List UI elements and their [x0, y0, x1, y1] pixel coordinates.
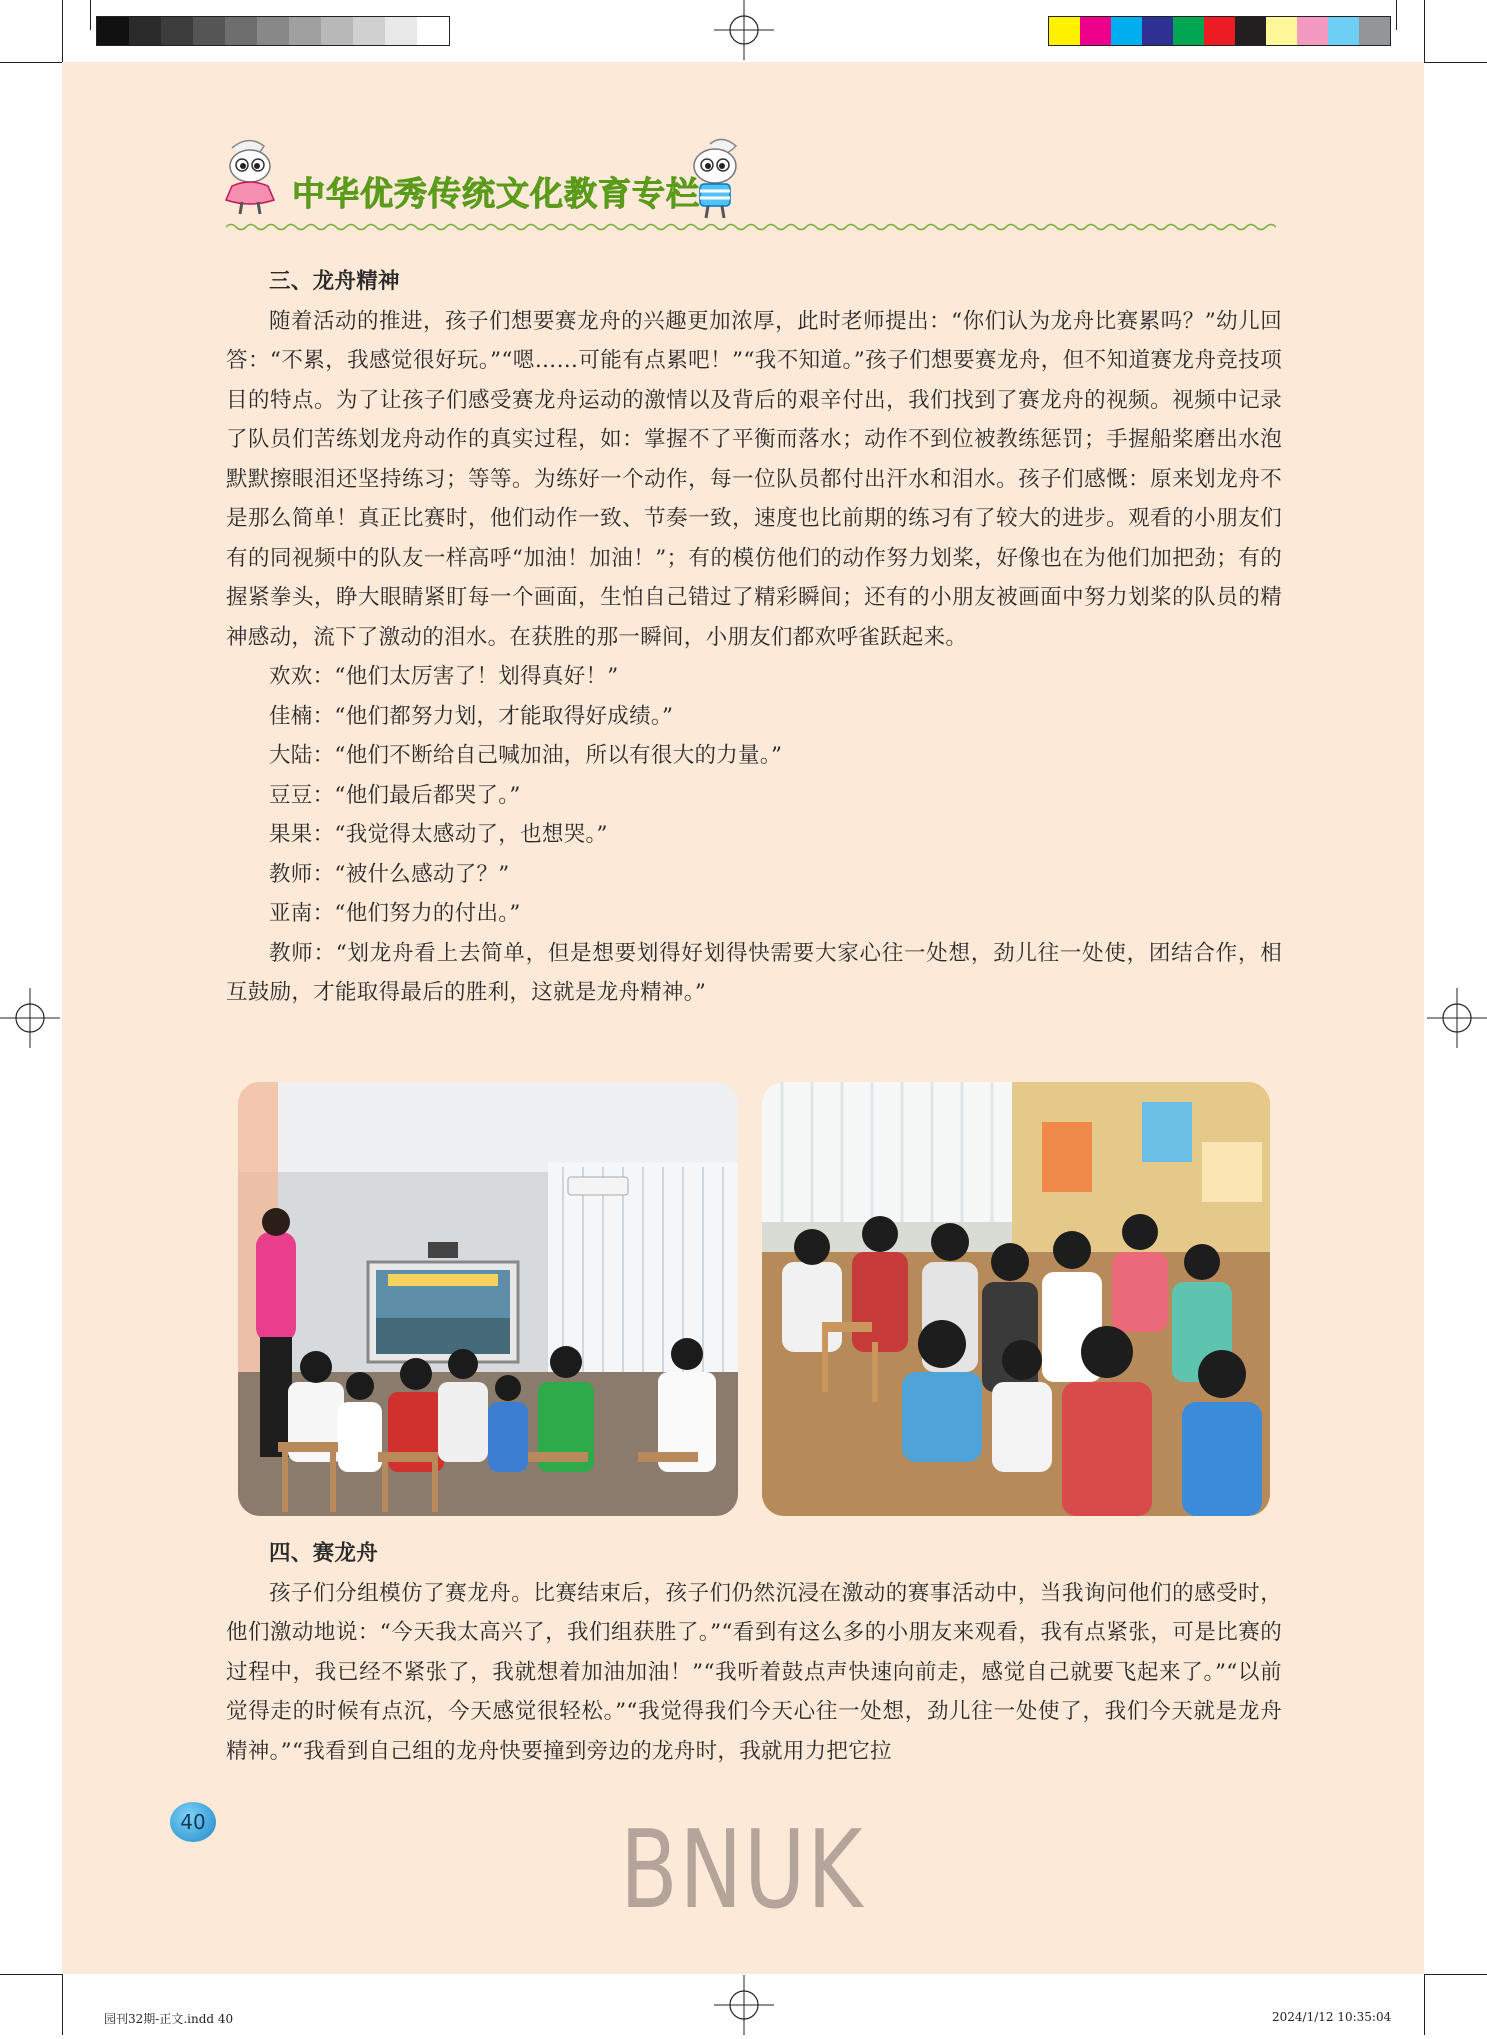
- dialogue-line: 教师：“被什么感动了？”: [269, 861, 510, 887]
- column-title: 中华优秀传统文化教育专栏: [292, 174, 700, 213]
- crop-mark: [62, 1974, 63, 2035]
- crop-mark: [1424, 1974, 1487, 1975]
- dialogue-line: 欢欢：“他们太厉害了！划得真好！”: [269, 664, 619, 689]
- crop-mark: [1424, 62, 1487, 63]
- body-paragraph: 孩子们分组模仿了赛龙舟。比赛结束后，孩子们仍然沉浸在激动的赛事活动中，当我询问他们的感受时，他们激动地说：“今天我太高兴了，我们组获胜了。”“看到有这么多的小朋友来观看，我有点紧张，可是比赛的过程中，我已经不紧张了，我就想着加油加油！”“我听着鼓点声快速向前走，感觉自己就要飞起来了。”“以前觉得走的时候有点沉，今天感觉很轻松。”“我觉得我们今天心往一处想，劲儿往一处使了，我们今天就是龙舟精神。”“我看到自己组的龙舟快要撞到旁边的龙舟时，我就用力把它拉: [226, 1580, 1282, 1764]
- crop-mark: [1424, 0, 1425, 62]
- watermark: BNUK: [620, 1808, 864, 1933]
- crop-mark: [62, 0, 63, 62]
- body-paragraph: 随着活动的推进，孩子们想要赛龙舟的兴趣更加浓厚，此时老师提出：“你们认为龙舟比赛累吗？”幼儿回答：“不累，我感觉很好玩。”“嗯……可能有点累吧！”“我不知道。”孩子们想要赛龙舟，但不知道赛龙舟竞技项目的特点。为了让孩子们感受赛龙舟运动的激情以及背后的艰辛付出，我们找到了赛龙舟的视频。视频中记录了队员们苦练划龙舟动作的真实过程，如：掌握不了平衡而落水；动作不到位被教练惩罚；手握船桨磨出水泡默默擦眼泪还坚持练习；等等。为练好一个动作，每一位队员都付出汗水和泪水。孩子们感慨：原来划龙舟不是那么简单！真正比赛时，他们动作一致、节奏一致，速度也比前期的练习有了较大的进步。观看的小朋友们有的同视频中的队友一样高呼“加油！加油！”；有的模仿他们的动作努力划桨，好像也在为他们加把劲；有的握紧拳头，睁大眼睛紧盯每一个画面，生怕自己错过了精彩瞬间；还有的小朋友被画面中努力划桨的队员的精神感动，流下了激动的泪水。在获胜的那一瞬间，小朋友们都欢呼雀跃起来。: [226, 308, 1282, 650]
- classroom-video-photo: [238, 1082, 738, 1516]
- children-watching-photo: [762, 1082, 1270, 1516]
- print-slug-left: 园刊32期-正文.indd 40: [104, 2012, 234, 2026]
- header-wavy-divider: [226, 222, 1276, 232]
- dialogue-line: 大陆：“他们不断给自己喊加油，所以有很大的力量。”: [269, 743, 783, 768]
- print-slug-right: 2024/1/12 10:35:04: [1272, 2010, 1392, 2024]
- crop-mark: [90, 0, 91, 30]
- dialogue-line: 教师：“划龙舟看上去简单，但是想要划得好划得快需要大家心往一处想，劲儿往一处使，团结合作，相互鼓励，才能取得最后的胜利，这就是龙舟精神。”: [226, 940, 1282, 1005]
- section-3: [226, 262, 1282, 1013]
- page-number: 40: [170, 1802, 216, 1842]
- crop-mark: [0, 62, 62, 63]
- registration-mark-icon: [0, 988, 60, 1048]
- crop-mark: [0, 1974, 62, 1975]
- section-4: [226, 1534, 1282, 1771]
- registration-mark-icon: [714, 1975, 774, 2035]
- crop-mark: [1424, 1974, 1425, 2035]
- dialogue-line: 佳楠：“他们都努力划，才能取得好成绩。”: [269, 703, 674, 729]
- dialogue-line: 豆豆：“他们最后都哭了。”: [269, 782, 521, 808]
- grayscale-bar: [96, 16, 450, 46]
- mascot-left-icon: [218, 138, 282, 218]
- dialogue-line: 亚南：“他们努力的付出。”: [269, 901, 521, 926]
- section-heading: 四、赛龙舟: [269, 1541, 379, 1566]
- registration-mark-icon: [714, 0, 774, 60]
- registration-mark-icon: [1427, 988, 1487, 1048]
- crop-mark: [1396, 0, 1397, 30]
- color-bar: [1048, 16, 1391, 46]
- dialogue-line: 果果：“我觉得太感动了，也想哭。”: [269, 822, 608, 847]
- section-heading: 三、龙舟精神: [269, 269, 400, 294]
